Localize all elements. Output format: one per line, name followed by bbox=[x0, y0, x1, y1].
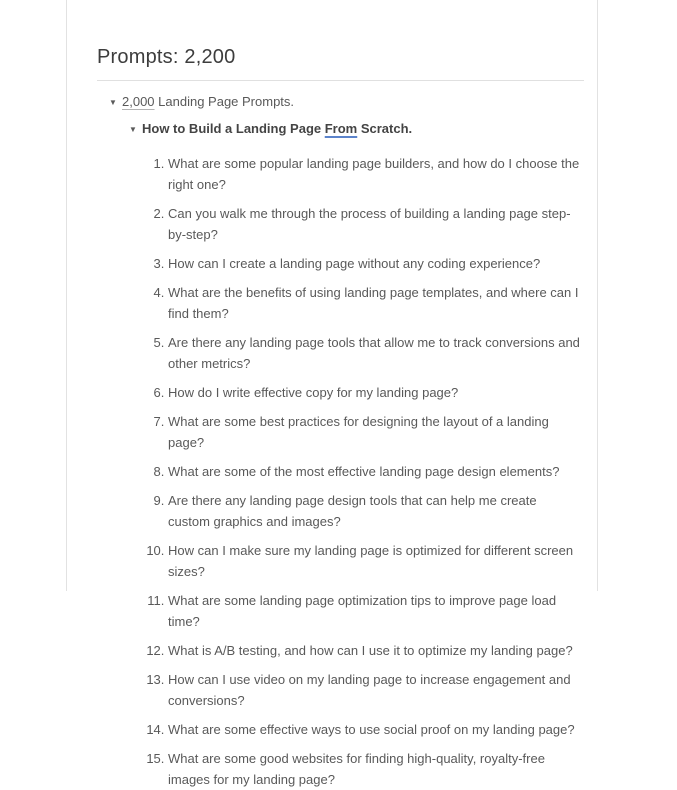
prompt-list bbox=[97, 153, 581, 790]
prompt-list-item: 2. Can you walk me through the process of building a landing page step-by-step? bbox=[168, 203, 580, 245]
prompt-list-item: 12. What is A/B testing, and how can I use it to optimize my landing page? bbox=[168, 640, 580, 661]
outline-level-2-label bbox=[142, 120, 412, 137]
prompt-list-item: 1. What are some popular landing page builders, and how do I choose the right one? bbox=[168, 153, 580, 195]
title-divider bbox=[97, 80, 584, 81]
outline-level-2-text-before: How to Build a Landing Page bbox=[142, 121, 325, 136]
prompt-list-item: 11. What are some landing page optimization tips to improve page load time? bbox=[168, 590, 580, 632]
outline-row-level-2 bbox=[129, 120, 581, 139]
prompt-list-item: 14. What are some effective ways to use social proof on my landing page? bbox=[168, 719, 580, 740]
prompt-list-item: 4. What are the benefits of using landing page templates, and where can I find them? bbox=[168, 282, 580, 324]
prompt-list-item: 10. How can I make sure my landing page is optimized for different screen sizes? bbox=[168, 540, 580, 582]
prompt-list-item: 6. How do I write effective copy for my landing page? bbox=[168, 382, 580, 403]
document-content bbox=[67, 0, 597, 787]
outline-level-1-text: Landing Page Prompts. bbox=[154, 94, 295, 109]
outline-level-1-label bbox=[122, 93, 294, 110]
prompt-list-item: 8. What are some of the most effective landing page design elements? bbox=[168, 461, 580, 482]
page-title: Prompts: 2,200 bbox=[97, 46, 236, 68]
outline-row-level-1 bbox=[109, 93, 581, 112]
collapse-triangle-icon[interactable]: ▼ bbox=[129, 125, 137, 134]
panel-border-right bbox=[597, 0, 598, 591]
collapse-triangle-icon[interactable]: ▼ bbox=[109, 98, 117, 107]
prompt-list-item: 5. Are there any landing page tools that allow me to track conversions and other metrics? bbox=[168, 332, 580, 374]
prompt-list-item: 15. What are some good websites for finding high-quality, royalty-free images for my landing page? bbox=[168, 748, 580, 790]
grammar-underlined-word[interactable]: From bbox=[324, 121, 358, 136]
prompt-list-item: 7. What are some best practices for designing the layout of a landing page? bbox=[168, 411, 580, 453]
outline-level-2-text-after: Scratch. bbox=[357, 121, 413, 136]
prompt-list-item: 9. Are there any landing page design tools that can help me create custom graphics and images? bbox=[168, 490, 580, 532]
underlined-number[interactable]: 2,000 bbox=[122, 94, 155, 109]
outline bbox=[97, 93, 581, 790]
prompt-list-item: 13. How can I use video on my landing page to increase engagement and conversions? bbox=[168, 669, 580, 711]
prompt-list-item: 3. How can I create a landing page without any coding experience? bbox=[168, 253, 580, 274]
